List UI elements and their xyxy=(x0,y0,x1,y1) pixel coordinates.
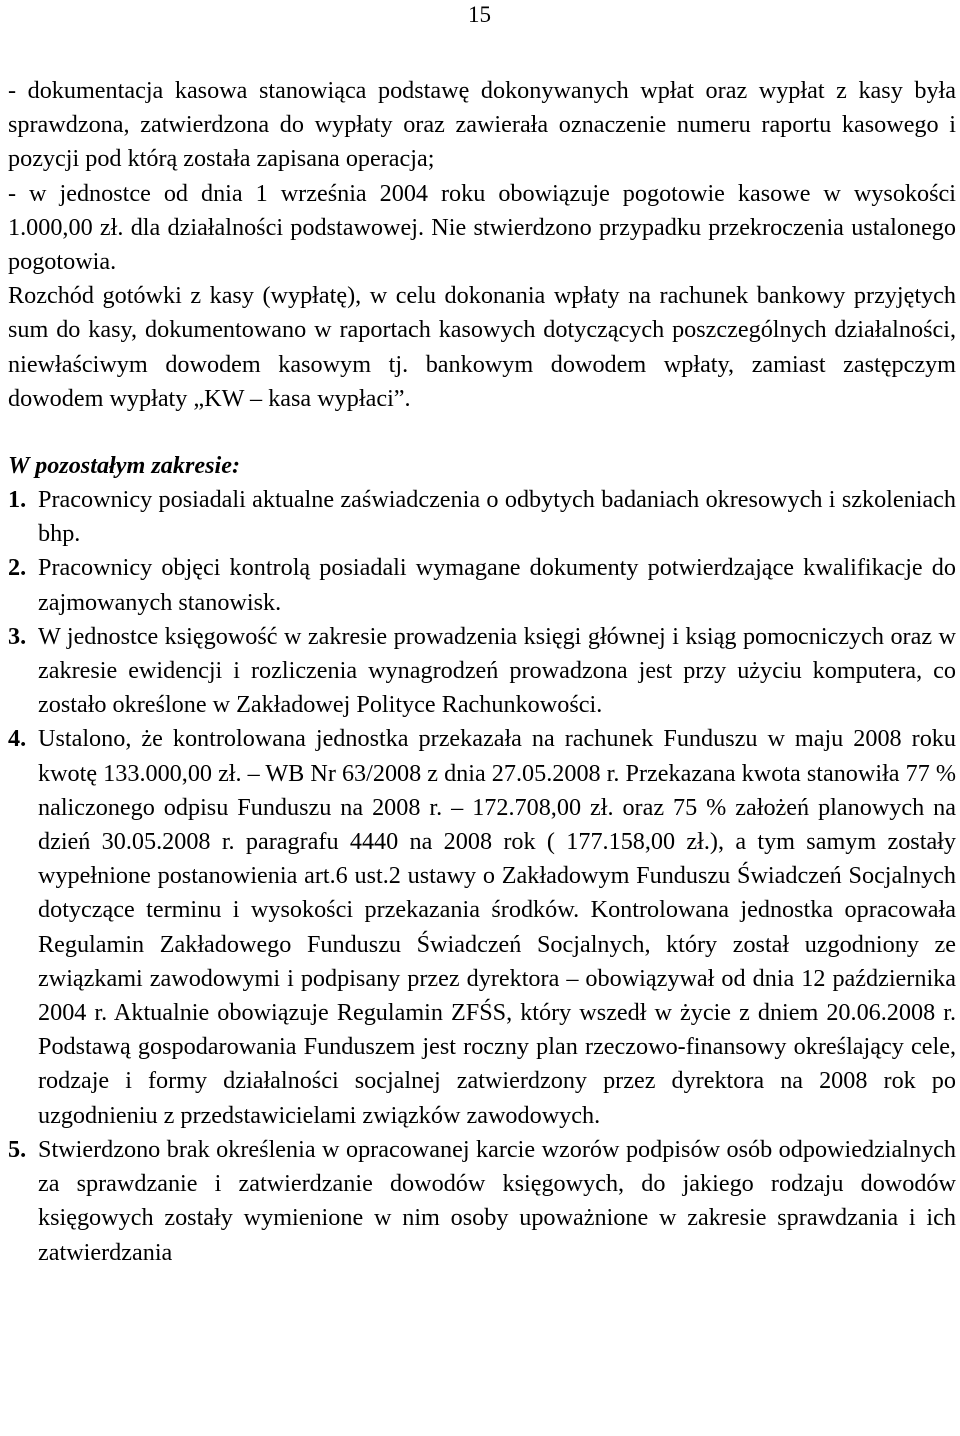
list-item-text: Stwierdzono brak określenia w opracowanej karcie wzorów podpisów osób odpowiedzialnych za sprawdzanie i zatwierdzanie dowodów księgowych, do jakiego rodzaju dowodów księgowych zostały wymienione w nim osoby upoważnione w zakresie sprawdzania i ich zatwierdzania xyxy=(38,1135,956,1266)
list-item-number: 4. xyxy=(8,725,27,753)
page-number: 15 xyxy=(468,2,491,27)
list-item xyxy=(8,620,956,723)
list-item-text: Pracownicy posiadali aktualne zaświadczenia o odbytych badaniach okresowych i szkoleniach bhp. xyxy=(38,486,956,548)
list-item xyxy=(8,722,956,1132)
list-item-text: W jednostce księgowość w zakresie prowadzenia księgi głównej i ksiąg pomocniczych oraz w zakresie ewidencji i rozliczenia wynagrodzeń prowadzona jest przy użyciu komputera, co zostało określone w Zakładowej Polityce Rachunkowości. xyxy=(38,622,956,719)
list-item-number: 1. xyxy=(8,486,27,514)
intro-paragraph: Rozchód gotówki z kasy (wypłatę), w celu dokonania wpłaty na rachunek bankowy przyjętych sum do kasy, dokumentowano w raportach kasowych dotyczących poszczególnych działalności, niewłaściwym dowodem kasowym tj. bankowym dowodem wpłaty, zamiast zastępczym dowodem wypłaty „KW – kasa wypłaci”. xyxy=(8,282,956,412)
list-item-number: 2. xyxy=(8,554,27,582)
section-heading: W pozostałym zakresie: xyxy=(8,452,241,480)
list-item xyxy=(8,1133,956,1270)
list-item-text: Pracownicy objęci kontrolą posiadali wymagane dokumenty potwierdzające kwalifikacje do zajmowanych stanowisk. xyxy=(38,554,956,616)
intro-paragraph: - dokumentacja kasowa stanowiąca podstawę dokonywanych wpłat oraz wypłat z kasy była sprawdzona, zatwierdzona do wypłaty oraz zawierała oznaczenie numeru raportu kasowego i pozycji pod którą została zapisana operacja; xyxy=(8,77,956,173)
intro-section xyxy=(8,74,956,416)
document-body xyxy=(8,74,956,1270)
list-item-text: Ustalono, że kontrolowana jednostka przekazała na rachunek Funduszu w maju 2008 roku kwotę 133.000,00 zł. – WB Nr 63/2008 z dnia 27.05.2008 r. Przekazana kwota stanowiła 77 % naliczonego odpisu Funduszu na 2008 r. – 172.708,00 zł. oraz 75 % założeń planowych na dzień 30.05.2008 r. paragrafu 4440 na 2008 rok ( 177.158,00 zł.), a tym samym zostały wypełnione postanowienia art.6 ust.2 ustawy o Zakładowym Funduszu Świadczeń Socjalnych dotyczące terminu i wysokości przekazania środków. Kontrolowana jednostka opracowała Regulamin Zakładowego Funduszu Świadczeń Socjalnych, który został uzgodniony ze związkami zawodowymi i podpisany przez dyrektora – obowiązywał od dnia 12 października 2004 r. Aktualnie obowiązuje Regulamin ZFŚS, który wszedł w życie z dniem 20.06.2008 r. Podstawą gospodarowania Funduszem jest roczny plan rzeczowo-finansowy określający cele, rodzaje i formy działalności socjalnej zatwierdzony przez dyrektora na 2008 rok po uzgodnieniu z przedstawicielami związków zawodowych. xyxy=(38,725,956,1129)
intro-paragraph: - w jednostce od dnia 1 września 2004 roku obowiązuje pogotowie kasowe w wysokości 1.000,00 zł. dla działalności podstawowej. Nie stwierdzono przypadku przekroczenia ustalonego pogotowia. xyxy=(8,179,956,276)
list-item-number: 3. xyxy=(8,622,27,650)
list-item xyxy=(8,551,956,619)
list-item xyxy=(8,483,956,551)
list-item-number: 5. xyxy=(8,1135,27,1163)
